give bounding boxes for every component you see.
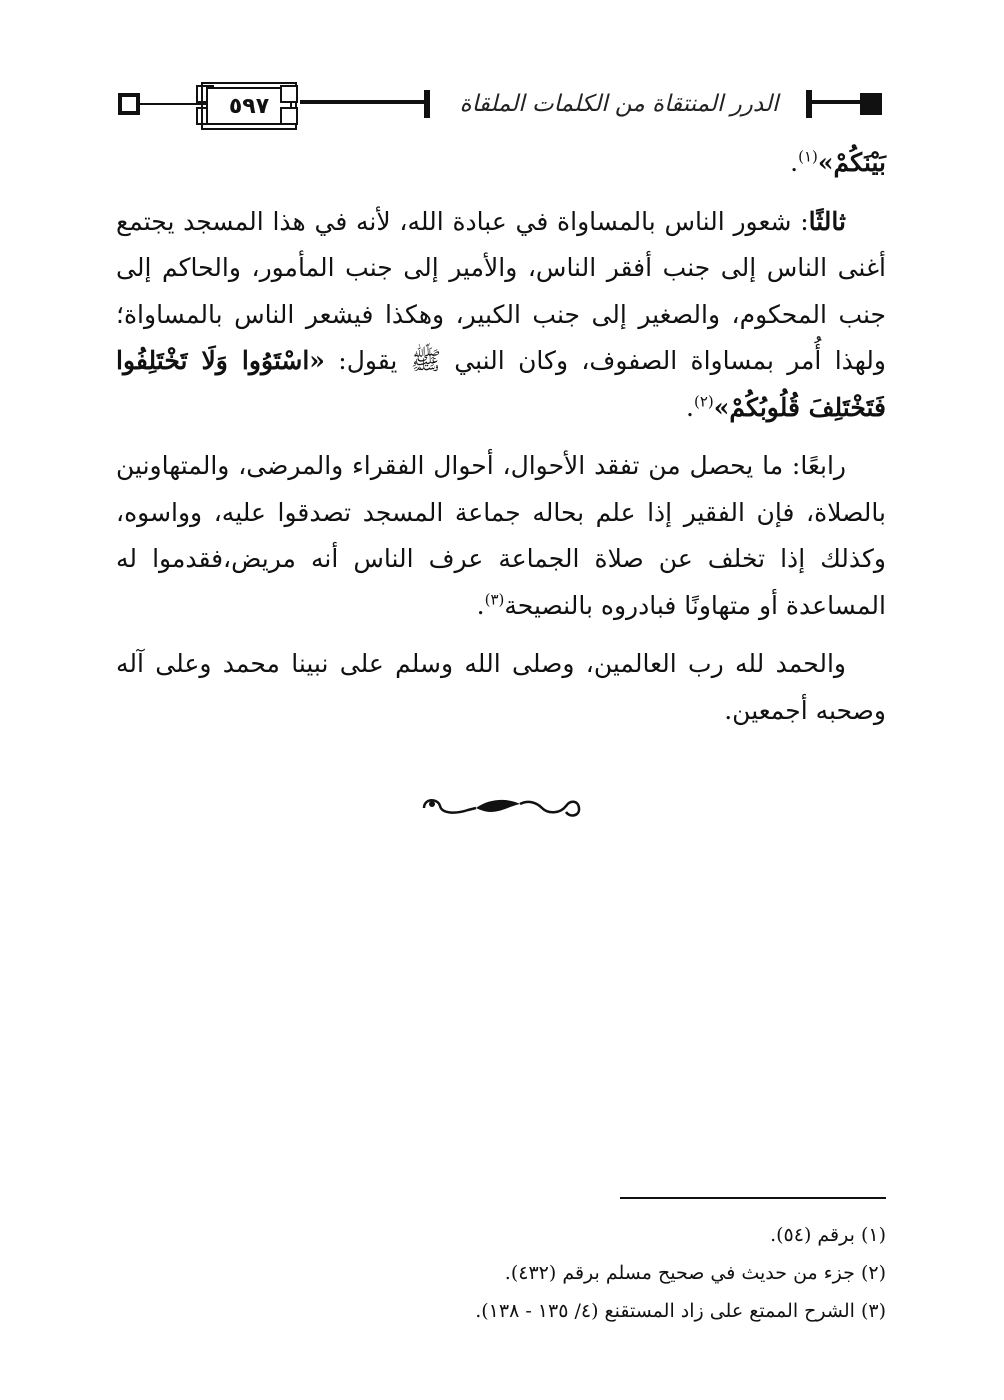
header-bar: [424, 90, 430, 118]
corner-ornament: [280, 107, 298, 125]
footnote-ref: (١): [798, 147, 818, 166]
footnote-separator: [620, 1197, 886, 1199]
paragraph-continuation: [116, 140, 886, 187]
header-bar: [806, 90, 812, 118]
footnote-ref: (٣): [484, 590, 505, 609]
corner-ornament: [280, 85, 298, 103]
paragraph-lead: ثالثًا: [808, 206, 846, 236]
paragraph-text: رابعًا: ما يحصل من تفقد الأحوال، أحوال الفقراء والمرضى، والمتهاونين بالصلاة، فإن الفقير إذا علم بحاله جماعة المسجد تصدقوا عليه، وواسوه، وكذلك إذا تخلف عن صلاة الجماعة عرف الناس أنه مريض،فقدموا له المساعدة أو متهاونًا فبادروه بالنصيحة: [116, 451, 886, 620]
paragraph-closing: والحمد لله رب العالمين، وصلى الله وسلم على نبينا محمد وعلى آله وصحبه أجمعين.: [116, 649, 886, 725]
header-square-left: [118, 93, 140, 115]
footnote-item: (١) برقم (٥٤).: [770, 1224, 886, 1246]
page-header: [116, 84, 886, 128]
period: .: [476, 590, 485, 620]
hadith-quote: «اسْتَوُوا وَلَا تَخْتَلِفُوا فَتَخْتَلِفَ قُلُوبُكُمْ»: [116, 346, 886, 422]
footnote-ref: (٢): [694, 392, 714, 411]
header-line: [812, 100, 860, 104]
paragraph-third: [116, 199, 886, 432]
main-text: [116, 140, 886, 734]
footnote-item: (٣) الشرح الممتع على زاد المستقنع (٤/ ١٣٥ - ١٣٨).: [475, 1300, 886, 1322]
header-line: [300, 100, 424, 104]
quote-end: بَيْنَكُمْ»: [817, 148, 886, 177]
paragraph-text: : شعور الناس بالمساواة في عبادة الله، لأنه في هذا المسجد يجتمع أغنى الناس إلى جنب أفقر الناس، والأمير إلى جنب المأمور، والحاكم إلى جنب المحكوم، والصغير إلى جنب الكبير، وهكذا فيشعر الناس بالمساواة؛ ولهذا أُمر بمساواة الصفوف، وكان النبي ﷺ يقول:: [116, 206, 887, 375]
footnotes: [116, 1216, 886, 1330]
divider-ornament-icon: [416, 790, 586, 826]
paragraph-fourth: [116, 443, 886, 629]
header-line: [140, 103, 206, 105]
book-title: الدرر المنتقاة من الكلمات الملقاة: [459, 91, 779, 117]
period: .: [790, 148, 799, 177]
footnote-item: (٢) جزء من حديث في صحيح مسلم برقم (٤٣٢).: [504, 1262, 886, 1284]
period: .: [686, 392, 694, 422]
header-square-right: [860, 93, 882, 115]
page-number: ٥٩٧: [206, 87, 292, 125]
